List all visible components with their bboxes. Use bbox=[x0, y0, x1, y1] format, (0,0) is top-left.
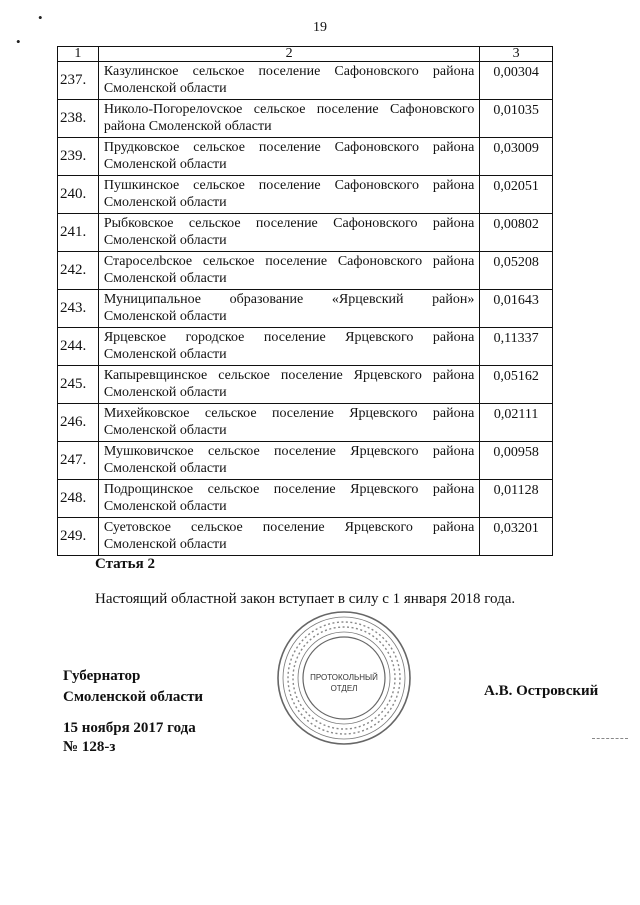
row-municipality-name: Михейковское сельское поселение Ярцевского района Смоленской области bbox=[103, 406, 475, 438]
table-header-row bbox=[58, 47, 553, 62]
table-row bbox=[58, 100, 553, 138]
row-municipality-cell bbox=[98, 480, 479, 518]
row-value: 0,11337 bbox=[480, 328, 553, 366]
seal-center-line1: ПРОТОКОЛЬНЫЙ bbox=[310, 673, 378, 682]
row-value: 0,01035 bbox=[480, 100, 553, 138]
row-municipality-name: Староселbское сельское поселение Сафоновского района Смоленской области bbox=[103, 254, 475, 286]
table-row bbox=[58, 290, 553, 328]
table-row bbox=[58, 328, 553, 366]
row-municipality-name: Капыревщинское сельское поселение Ярцевского района Смоленской области bbox=[103, 368, 475, 400]
header-col-2: 2 bbox=[98, 47, 479, 62]
row-municipality-cell bbox=[98, 214, 479, 252]
row-value: 0,00304 bbox=[480, 62, 553, 100]
row-municipality-name: Муниципальное образование «Ярцевский район» Смоленской области bbox=[103, 292, 475, 324]
seal-center-text bbox=[305, 672, 383, 694]
table-row bbox=[58, 442, 553, 480]
row-municipality-name: Мушковичское сельское поселение Ярцевского района Смоленской области bbox=[103, 444, 475, 476]
margin-mark-top: • bbox=[38, 10, 43, 25]
margin-mark-left: • bbox=[16, 34, 21, 49]
margin-scribble bbox=[592, 738, 628, 740]
row-municipality-cell bbox=[98, 62, 479, 100]
table-row bbox=[58, 252, 553, 290]
row-municipality-cell bbox=[98, 290, 479, 328]
row-number: 248. bbox=[58, 480, 99, 518]
row-number: 241. bbox=[58, 214, 99, 252]
row-municipality-cell bbox=[98, 518, 479, 556]
row-number: 242. bbox=[58, 252, 99, 290]
table-row bbox=[58, 366, 553, 404]
row-value: 0,02111 bbox=[480, 404, 553, 442]
signatory-position bbox=[63, 666, 203, 708]
table-row bbox=[58, 518, 553, 556]
row-number: 246. bbox=[58, 404, 99, 442]
row-number: 244. bbox=[58, 328, 99, 366]
signatory-name: А.В. Островский bbox=[484, 683, 599, 699]
row-value: 0,02051 bbox=[480, 176, 553, 214]
law-number: № 128-з bbox=[63, 739, 116, 755]
signatory-position-line2: Смоленской области bbox=[63, 689, 204, 705]
row-number: 237. bbox=[58, 62, 99, 100]
row-value: 0,03009 bbox=[480, 138, 553, 176]
page-number: 19 bbox=[313, 20, 327, 35]
law-date: 15 ноября 2017 года bbox=[63, 720, 196, 736]
row-municipality-cell bbox=[98, 176, 479, 214]
row-municipality-name: Ярцевское городское поселение Ярцевского района Смоленской области bbox=[103, 330, 475, 362]
row-value: 0,01128 bbox=[480, 480, 553, 518]
row-municipality-cell bbox=[98, 138, 479, 176]
row-value: 0,05162 bbox=[480, 366, 553, 404]
signatory-position-line1: Губернатор bbox=[63, 668, 141, 684]
row-number: 239. bbox=[58, 138, 99, 176]
row-value: 0,00802 bbox=[480, 214, 553, 252]
row-municipality-cell bbox=[98, 328, 479, 366]
article-title: Статья 2 bbox=[95, 556, 155, 572]
row-number: 240. bbox=[58, 176, 99, 214]
row-municipality-cell bbox=[98, 442, 479, 480]
table-row bbox=[58, 214, 553, 252]
row-municipality-name: Прудковское сельское поселение Сафоновского района Смоленской области bbox=[103, 140, 475, 172]
row-municipality-name: Николо-Погорелovское сельское поселение Сафоновского района Смоленской области bbox=[103, 102, 475, 134]
row-number: 238. bbox=[58, 100, 99, 138]
law-date-number bbox=[63, 719, 196, 757]
table-row bbox=[58, 176, 553, 214]
row-value: 0,03201 bbox=[480, 518, 553, 556]
row-municipality-name: Пушкинское сельское поселение Сафоновского района Смоленской области bbox=[103, 178, 475, 210]
row-number: 249. bbox=[58, 518, 99, 556]
row-value: 0,05208 bbox=[480, 252, 553, 290]
table-row bbox=[58, 62, 553, 100]
row-value: 0,00958 bbox=[480, 442, 553, 480]
header-col-3: 3 bbox=[480, 47, 553, 62]
row-value: 0,01643 bbox=[480, 290, 553, 328]
row-municipality-cell bbox=[98, 404, 479, 442]
row-number: 245. bbox=[58, 366, 99, 404]
seal-center-line2: ОТДЕЛ bbox=[330, 684, 358, 693]
row-municipality-name: Рыбковское сельское поселение Сафоновского района Смоленской области bbox=[103, 216, 475, 248]
row-municipality-name: Подрощинское сельское поселение Ярцевского района Смоленской области bbox=[103, 482, 475, 514]
allocation-table bbox=[57, 46, 553, 556]
row-municipality-name: Суетовское сельское поселение Ярцевского района Смоленской области bbox=[103, 520, 475, 552]
table-row bbox=[58, 404, 553, 442]
row-municipality-cell bbox=[98, 252, 479, 290]
row-number: 243. bbox=[58, 290, 99, 328]
article-text: Настоящий областной закон вступает в силу с 1 января 2018 года. bbox=[95, 591, 516, 607]
header-col-1: 1 bbox=[58, 47, 99, 62]
row-municipality-cell bbox=[98, 366, 479, 404]
row-municipality-name: Казулинское сельское поселение Сафоновского района Смоленской области bbox=[103, 64, 475, 96]
row-municipality-cell bbox=[98, 100, 479, 138]
row-number: 247. bbox=[58, 442, 99, 480]
table-row bbox=[58, 480, 553, 518]
table-row bbox=[58, 138, 553, 176]
